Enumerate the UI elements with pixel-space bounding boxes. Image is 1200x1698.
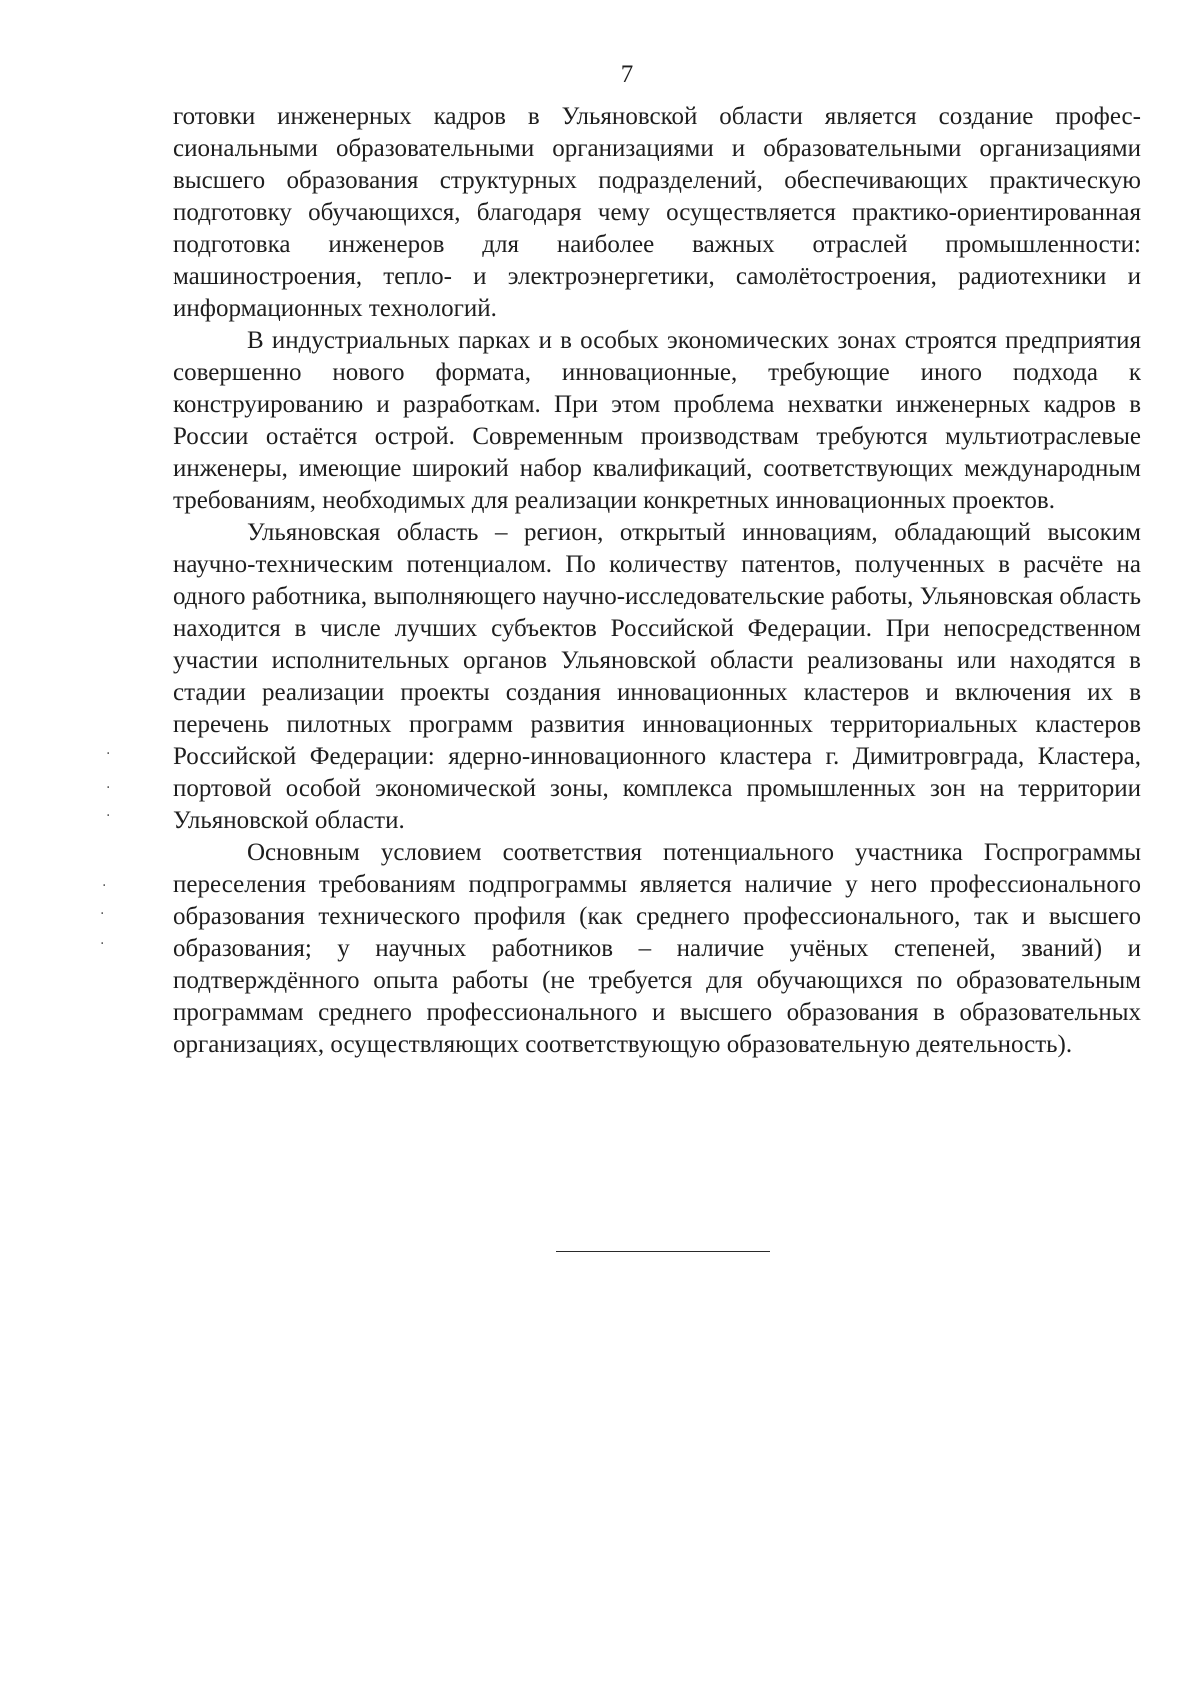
paragraph-industrial-parks: В индустриальных парках и в особых экономических зонах строятся предприятия совершенно нового формата, инновационные, требующие иного подхода к конструированию и разработкам. При этом проблема нехватки инженерных кадров в России остаётся острой. Современным производствам требуются мультиотраслевые инженеры, имеющие широкий набор квалификаций, соответствующих международным требованиям, необходимых для реализации конкретных инновационных проектов. <box>173 327 1141 514</box>
paragraph-ulyanovsk-region: Ульяновская область – регион, открытый инновациям, обладающий высоким научно-техническим потенциалом. По количеству патентов, полученных в расчёте на одного работника, выполняющего научно-исследовательские работы, Ульяновская область находится в числе лучших субъектов Российской Федерации. При непосредственном участии исполнительных органов Ульяновской области реализованы или находятся в стадии реализации проекты создания инновационных кластеров и включения их в перечень пилотных программ развития инновационных территориальных кластеров Российской Федерации: ядерно-инновационного кластера г. Димитровграда, Кластера, портовой особой экономической зоны, комплекса промышленных зон на территории Ульяновской области. <box>173 519 1141 834</box>
scan-speck: · <box>100 936 105 952</box>
scan-speck: · <box>106 780 111 796</box>
scan-speck: · <box>100 906 105 922</box>
paragraph-continuation: готовки инженерных кадров в Ульяновской области является создание профессиональными образовательными организациями и образовательными организациями высшего образования структурных подразделений, обеспечивающих практическую подготовку обучающихся, благодаря чему осуществляется практико-ориентированная подготовка инженеров для наиболее важных отраслей промышленности: машиностроения, тепло- и электроэнергетики, самолётостроения, радиотехники и информационных технологий. <box>173 103 1141 322</box>
page-number: 7 <box>620 61 634 88</box>
scan-speck: · <box>106 808 111 824</box>
document-body <box>173 101 1141 1061</box>
scan-speck: · <box>102 878 107 894</box>
paragraph-main-condition: Основным условием соответствия потенциального участника Госпрограммы переселения требованиям подпрограммы является наличие у него профессионального образования технического профиля (как среднего профессионального, так и высшего образования; у научных работников – наличие учёных степеней, званий) и подтверждённого опыта работы (не требуется для обучающихся по образовательным программам среднего профессионального и высшего образования в образовательных организациях, осуществляющих соответствующую образовательную деятельность). <box>173 839 1141 1058</box>
scan-speck: · <box>106 746 111 762</box>
closing-divider <box>556 1251 770 1252</box>
